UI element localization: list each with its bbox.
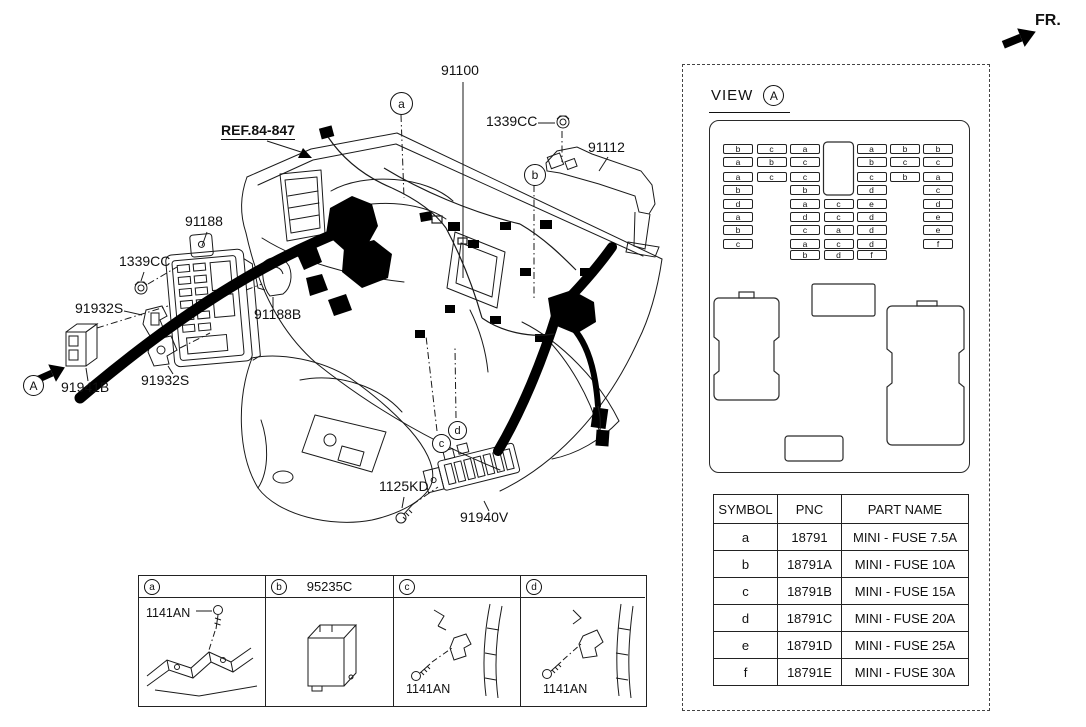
fuse-cell-r3c6: b [890,172,920,182]
fuse-cell-r6c1: a [723,212,753,222]
fr-arrow-icon [1000,22,1040,54]
ref-link-84-847[interactable]: REF.84-847 [221,122,295,138]
view-a-panel [682,64,990,711]
part-name-cell: MINI - FUSE 30A [842,659,969,686]
symbol-table-row-f [714,659,969,686]
part-name-cell: MINI - FUSE 7.5A [842,524,969,551]
fuse-cell-r7c7: e [923,225,953,235]
part-label-91100[interactable]: 91100 [441,62,479,78]
symbol-cell: c [714,578,778,605]
part-label-91941b[interactable]: 91941B [61,379,110,395]
symbol-table-row-b [714,551,969,578]
fuse-cell-r8c3: a [790,239,820,249]
callout-a[interactable]: a [390,92,413,115]
fuse-cell-r1c5: a [857,144,887,154]
detail-cell-d [521,576,645,706]
part-name-cell: MINI - FUSE 20A [842,605,969,632]
part-label-1125kd[interactable]: 1125KD [379,478,429,494]
fr-direction-label: FR. [1035,12,1061,29]
symbol-table-header-row [714,495,969,524]
fuse-cell-r2c6: c [890,157,920,167]
fuse-cell-r7c4: a [824,225,854,235]
fuse-cell-r2c5: b [857,157,887,167]
fusebox-view-drawing [709,120,970,473]
fuse-cell-r5c3: a [790,199,820,209]
fuse-cell-r2c2: b [757,157,787,167]
symbol-cell: a [714,524,778,551]
fuse-cell-r7c1: b [723,225,753,235]
detail-cell-b-header [266,576,393,598]
detail-table [138,575,647,707]
fuse-cell-r4c7: c [923,185,953,195]
fuse-cell-r8c5: d [857,239,887,249]
fuse-cell-r9c3: b [790,250,820,260]
symbol-cell: e [714,632,778,659]
part-label-91112[interactable]: 91112 [588,139,625,155]
symbol-table-row-e [714,632,969,659]
fuse-cell-r2c7: c [923,157,953,167]
detail-marker-d: d [526,579,542,595]
pnc-cell: 18791 [778,524,842,551]
part-label-1141an-d[interactable]: 1141AN [543,682,588,696]
fuse-cell-r7c5: d [857,225,887,235]
fuse-cell-r1c2: c [757,144,787,154]
relay-91941b-drawing [66,324,97,366]
fuse-cell-r3c7: a [923,172,953,182]
part-label-1339cc-top[interactable]: 1339CC [486,113,538,129]
fuse-cell-r9c4: d [824,250,854,260]
view-marker-circle: A [763,85,784,106]
part-label-1141an-a[interactable]: 1141AN [146,606,191,620]
part-name-cell: MINI - FUSE 25A [842,632,969,659]
part-label-91940v[interactable]: 91940V [460,509,509,525]
fuse-cell-r4c1: b [723,185,753,195]
fuse-cell-r8c1: c [723,239,753,249]
detail-cell-b [266,576,394,706]
fuse-cell-r6c7: e [923,212,953,222]
fuse-cell-r7c3: c [790,225,820,235]
detail-cell-d-header [521,576,645,598]
callout-d[interactable]: d [448,421,467,440]
part-label-95235c[interactable]: 95235C [306,579,353,594]
part-label-91188b[interactable]: 91188B [254,306,302,322]
nut-1339cc-left-icon [135,282,147,294]
bracket-91112-drawing [546,147,659,257]
part-label-1339cc-left[interactable]: 1339CC [119,253,171,269]
symbol-table-row-c [714,578,969,605]
detail-marker-c: c [399,579,415,595]
fuse-cell-r5c1: d [723,199,753,209]
fuse-cell-r9c5: f [857,250,887,260]
part-name-cell: MINI - FUSE 15A [842,578,969,605]
detail-cell-c [394,576,521,706]
part-name-cell: MINI - FUSE 10A [842,551,969,578]
detail-marker-a: a [144,579,160,595]
fuse-cell-r1c1: b [723,144,753,154]
fuse-cell-r4c3: b [790,185,820,195]
view-title: VIEW [711,87,754,104]
pnc-cell: 18791C [778,605,842,632]
callout-view-a[interactable]: A [23,375,44,396]
fuse-cell-r6c4: c [824,212,854,222]
fuse-cell-r8c4: c [824,239,854,249]
view-a-header [709,85,790,113]
relay-95235c-drawing [266,598,393,704]
header-symbol: SYMBOL [714,495,778,524]
callout-c[interactable]: c [432,434,451,453]
fuse-cell-r2c3: c [790,157,820,167]
detail-cell-c-header [394,576,520,598]
fuse-cell-r5c7: d [923,199,953,209]
fuse-cell-r3c3: c [790,172,820,182]
header-pnc: PNC [778,495,842,524]
fuse-cell-r5c5: e [857,199,887,209]
pnc-cell: 18791B [778,578,842,605]
symbol-cell: b [714,551,778,578]
symbol-cell: d [714,605,778,632]
detail-cell-a-header [139,576,265,598]
fuse-cell-r1c3: a [790,144,820,154]
symbol-table-row-a [714,524,969,551]
part-label-91932s-2[interactable]: 91932S [141,372,190,388]
symbol-cell: f [714,659,778,686]
bolt-1125kd-icon [396,504,413,523]
part-label-1141an-c[interactable]: 1141AN [406,682,451,696]
fuse-symbol-table [713,494,969,686]
detail-marker-b: b [271,579,287,595]
fuse-cell-r6c5: d [857,212,887,222]
fuse-cell-r5c4: c [824,199,854,209]
callout-b[interactable]: b [524,164,546,186]
leader-lines [86,82,608,511]
part-label-91932s-1[interactable]: 91932S [75,300,124,316]
fuse-cell-r3c1: a [723,172,753,182]
fuse-cell-r1c7: b [923,144,953,154]
detail-cell-a [139,576,266,706]
pnc-cell: 18791E [778,659,842,686]
fuse-cell-r3c5: c [857,172,887,182]
pnc-cell: 18791D [778,632,842,659]
symbol-table-row-d [714,605,969,632]
fuse-cell-r8c7: f [923,239,953,249]
fuse-cell-r3c2: c [757,172,787,182]
fuse-cell-r1c6: b [890,144,920,154]
pnc-cell: 18791A [778,551,842,578]
fuse-cell-r4c5: d [857,185,887,195]
fuse-cell-r6c3: d [790,212,820,222]
fuse-cell-r2c1: a [723,157,753,167]
nut-1339cc-top-icon [557,116,569,128]
part-label-91188[interactable]: 91188 [185,213,223,229]
header-part-name: PART NAME [842,495,969,524]
